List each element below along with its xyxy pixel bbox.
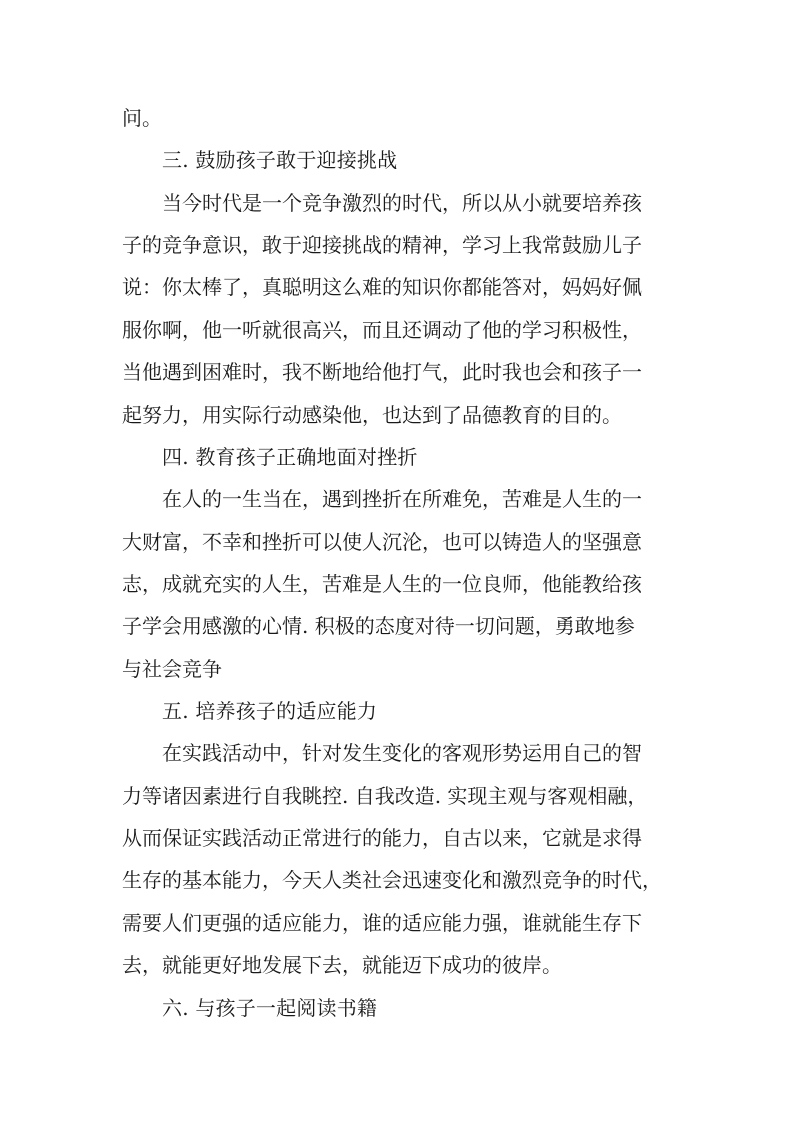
paragraph-line: 起努力，用实际行动感染他，也达到了品德教育的目的。 xyxy=(122,403,622,427)
paragraph-line: 从而保证实践活动正常进行的能力，自古以来，它就是求得 xyxy=(122,826,642,850)
section-heading: 五. 培养孩子的适应能力 xyxy=(162,699,378,723)
paragraph-line: 当他遇到困难时，我不断地给他打气，此时我也会和孩子一 xyxy=(122,360,642,384)
section-heading: 三. 鼓励孩子敢于迎接挑战 xyxy=(162,148,398,172)
paragraph-line: 说：你太棒了，真聪明这么难的知识你都能答对，妈妈好佩 xyxy=(122,275,642,299)
paragraph-line: 问。 xyxy=(122,106,162,130)
section-heading: 四. 教育孩子正确地面对挫折 xyxy=(162,445,418,469)
paragraph-line: 生存的基本能力，今天人类社会迅速变化和激烈竞争的时代， xyxy=(122,868,662,892)
paragraph-line: 在实践活动中，针对发生变化的客观形势运用自己的智 xyxy=(162,741,642,765)
paragraph-line: 子的竞争意识，敢于迎接挑战的精神，学习上我常鼓励儿子 xyxy=(122,233,642,257)
paragraph-line: 志，成就充实的人生，苦难是人生的一位良师，他能教给孩 xyxy=(122,572,642,596)
paragraph-line: 当今时代是一个竞争激烈的时代，所以从小就要培养孩 xyxy=(162,191,642,215)
paragraph-line: 大财富，不幸和挫折可以使人沉沦，也可以铸造人的坚强意 xyxy=(122,530,642,554)
paragraph-line: 去，就能更好地发展下去，就能迈下成功的彼岸。 xyxy=(122,953,562,977)
paragraph-line: 在人的一生当在，遇到挫折在所难免，苦难是人生的一 xyxy=(162,487,642,511)
paragraph-line: 力等诸因素进行自我眺控. 自我改造. 实现主观与客观相融， xyxy=(122,784,648,808)
paragraph-line: 与社会竞争 xyxy=(122,657,222,681)
section-heading: 六. 与孩子一起阅读书籍 xyxy=(162,996,378,1020)
paragraph-line: 子学会用感激的心情. 积极的态度对待一切问题，勇敢地参 xyxy=(122,614,635,638)
paragraph-line: 需要人们更强的适应能力，谁的适应能力强，谁就能生存下 xyxy=(122,911,642,935)
paragraph-line: 服你啊，他一听就很高兴，而且还调动了他的学习积极性， xyxy=(122,318,642,342)
